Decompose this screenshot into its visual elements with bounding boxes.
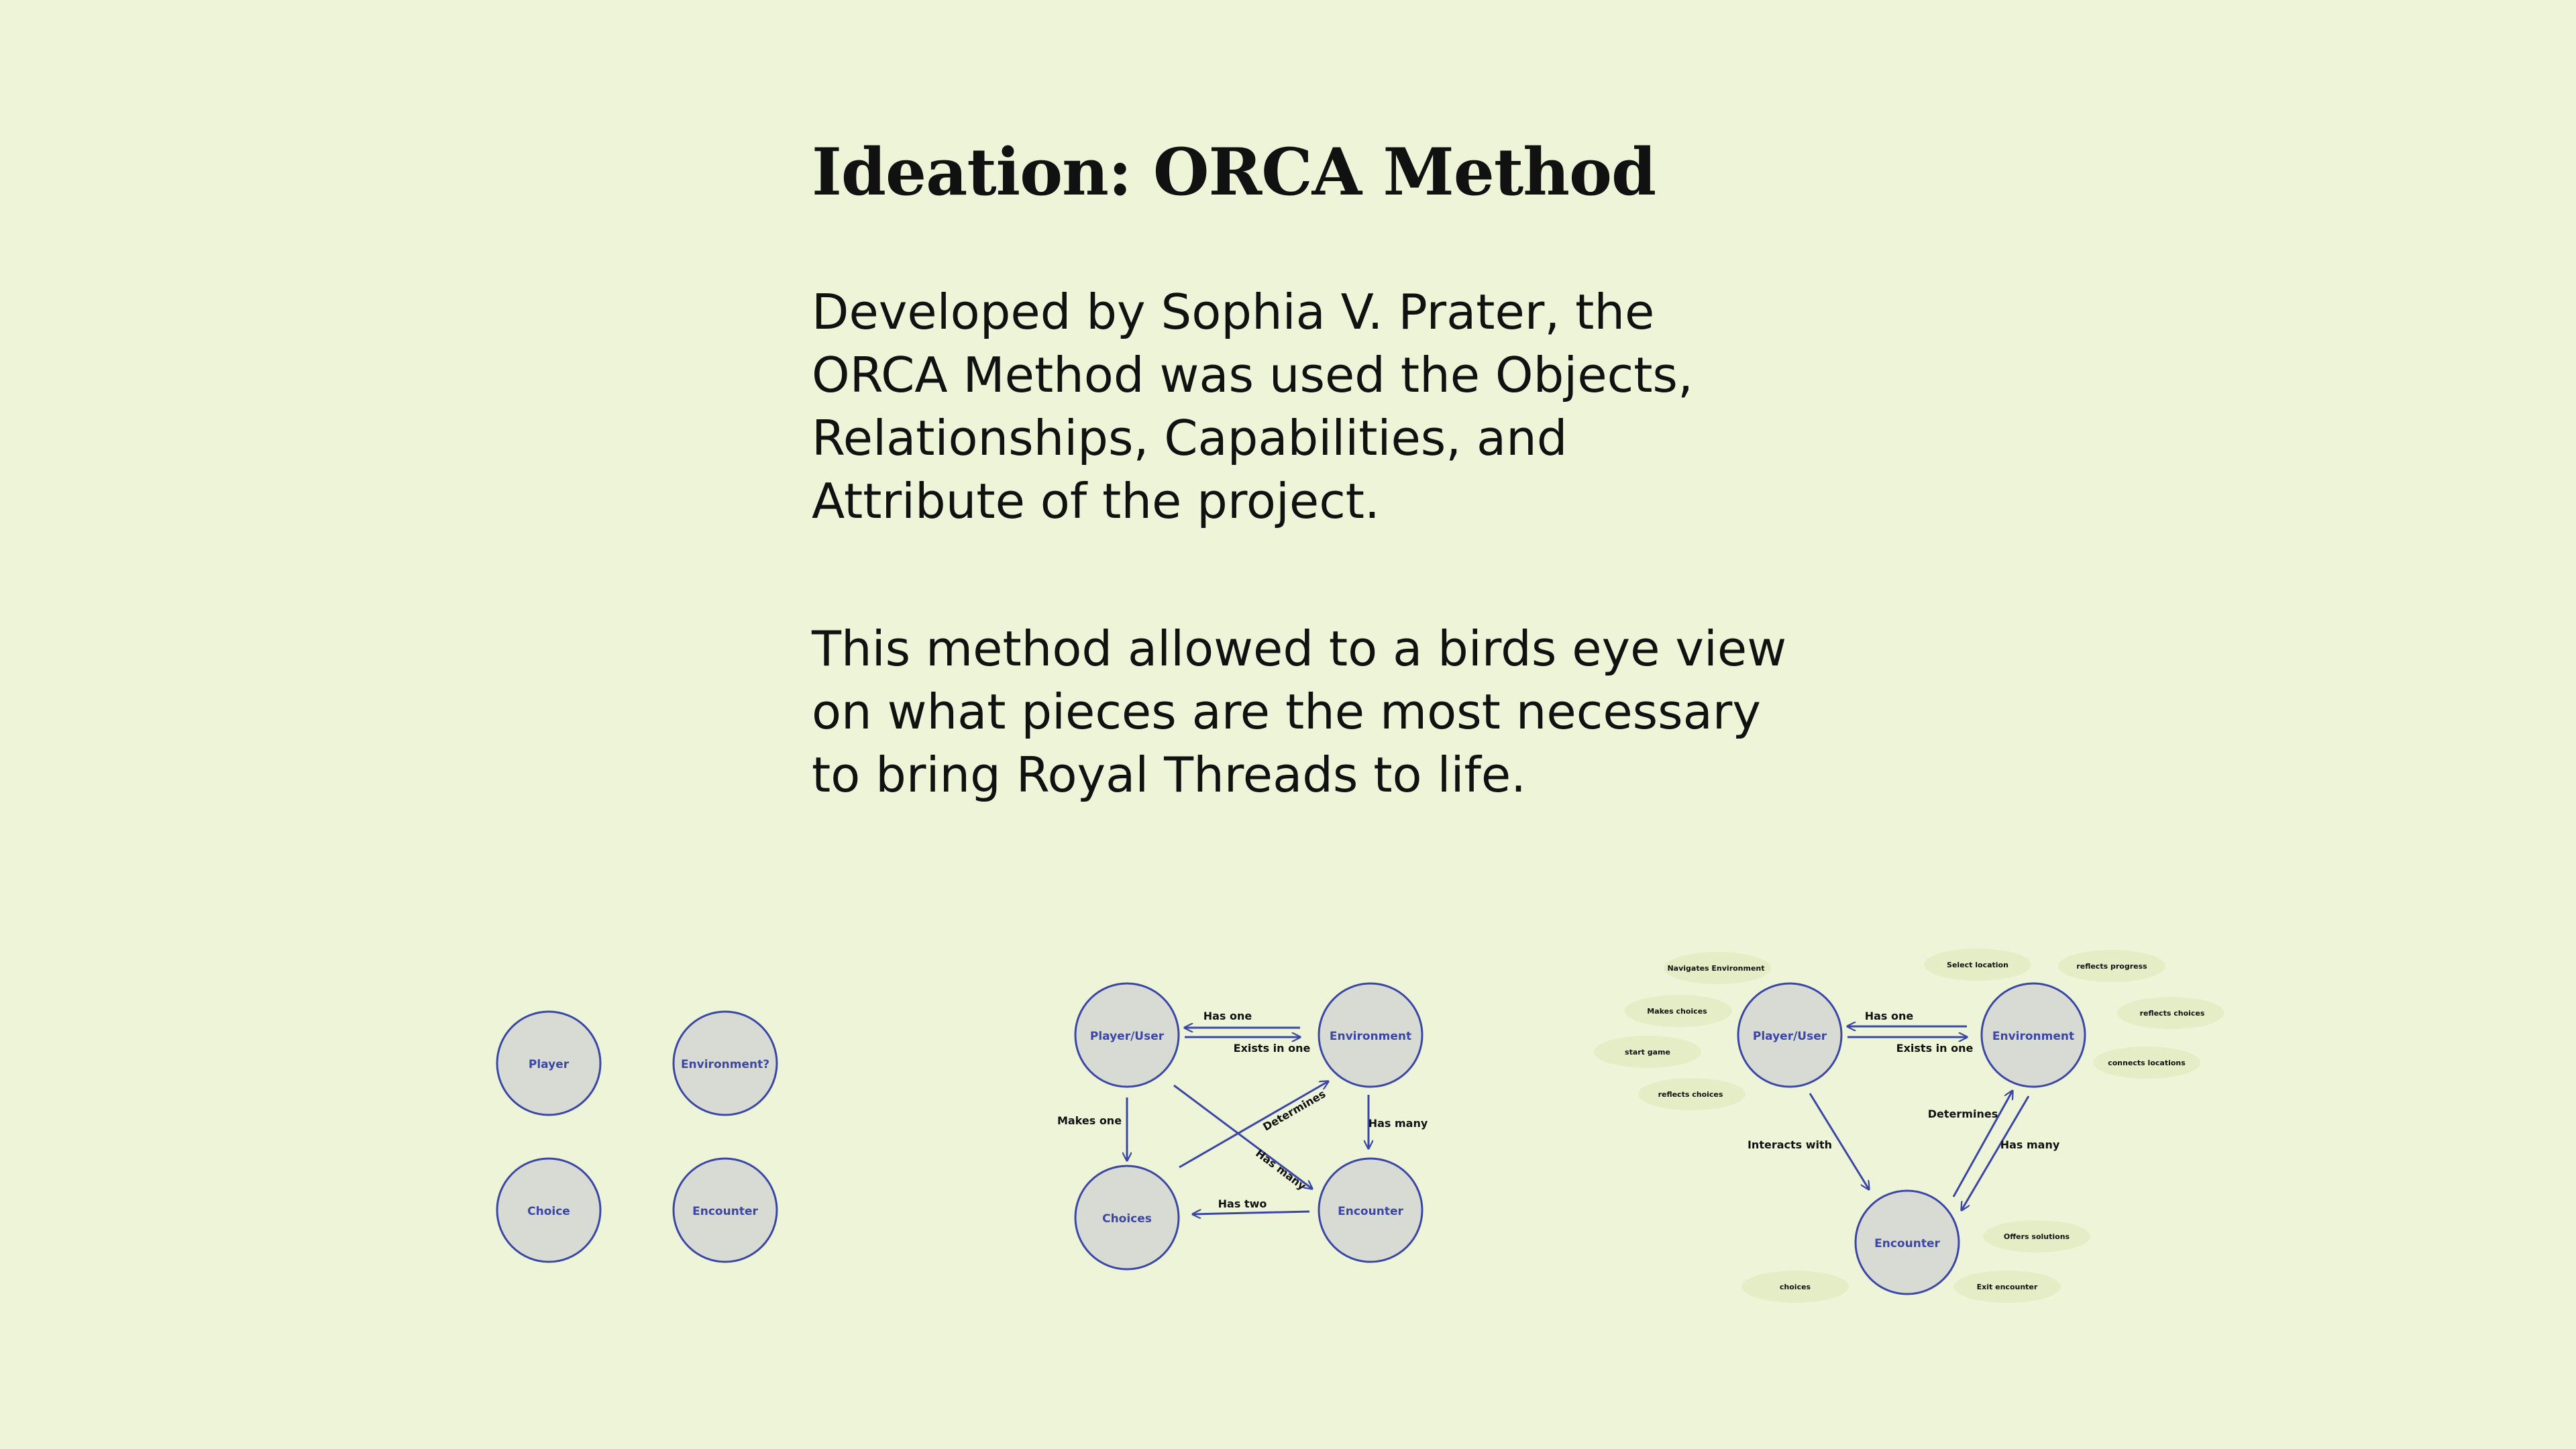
purpose-paragraph: This method allowed to a birds eye view on what pieces are the most necessary to bring Royal Threads to life. xyxy=(812,621,1787,803)
node-encounter xyxy=(1856,1191,1959,1294)
node-label: Encounter xyxy=(1874,1237,1940,1250)
attribute-label: connects locations xyxy=(2108,1059,2186,1067)
node-label: Encounter xyxy=(1338,1205,1403,1218)
edge-label: Makes one xyxy=(1057,1114,1122,1127)
node-environment xyxy=(1982,983,2085,1087)
diagram-initial-objects xyxy=(497,1012,777,1262)
edge-label: Has many xyxy=(1253,1146,1309,1193)
node-choice xyxy=(497,1159,600,1262)
diagram-relationships xyxy=(1057,983,1428,1269)
edge-label: Has many xyxy=(2000,1138,2060,1151)
diagram-attributes xyxy=(1594,949,2224,1303)
attribute-label: reflects choices xyxy=(1658,1090,1723,1099)
attribute-label: Offers solutions xyxy=(2003,1232,2070,1241)
edge-label: Interacts with xyxy=(1747,1138,1833,1151)
attribute-label: Makes choices xyxy=(1647,1007,1707,1016)
node-label: Player/User xyxy=(1089,1030,1165,1043)
attribute-label: choices xyxy=(1779,1283,1811,1291)
edge-label: Has one xyxy=(1864,1010,1914,1022)
node-label: Choice xyxy=(527,1205,570,1218)
node-label: Environment? xyxy=(680,1058,770,1071)
edge-label: Has one xyxy=(1203,1010,1252,1022)
attribute-label: start game xyxy=(1625,1048,1670,1057)
node-label: Player xyxy=(528,1058,570,1071)
edge-label: Determines xyxy=(1260,1087,1328,1134)
node-label: Player/User xyxy=(1752,1030,1827,1043)
node-player-user xyxy=(1738,983,1841,1087)
node-label: Choices xyxy=(1102,1212,1152,1226)
edge-label: Has many xyxy=(1368,1117,1428,1130)
edge-label: Exists in one xyxy=(1233,1042,1311,1055)
node-encounter xyxy=(1319,1159,1422,1262)
node-label: Environment xyxy=(1329,1030,1412,1043)
node-player-user xyxy=(1075,983,1179,1087)
edge-determines xyxy=(1179,1081,1328,1167)
node-player xyxy=(497,1012,600,1115)
attribute-label: reflects progress xyxy=(2076,962,2147,971)
edge-label: Determines xyxy=(1927,1108,1998,1120)
edge-label: Exists in one xyxy=(1896,1042,1974,1055)
edge-label: Has two xyxy=(1218,1197,1267,1210)
attribute-label: Navigates Environment xyxy=(1667,964,1765,973)
edge-has-two xyxy=(1193,1212,1309,1214)
node-choices xyxy=(1075,1166,1179,1269)
node-environment xyxy=(1319,983,1422,1087)
page-title: Ideation: ORCA Method xyxy=(812,134,1656,210)
intro-paragraph: Developed by Sophia V. Prater, the ORCA Method was used the Objects, Relationships, Capabilities, and Attribute of the project. xyxy=(812,284,1693,529)
attribute-label: reflects choices xyxy=(2139,1009,2205,1018)
node-label: Environment xyxy=(1992,1030,2075,1043)
node-encounter xyxy=(674,1159,777,1262)
attribute-label: Select location xyxy=(1947,961,2008,969)
attribute-label: Exit encounter xyxy=(1976,1283,2038,1291)
node-label: Encounter xyxy=(692,1205,758,1218)
node-environment xyxy=(674,1012,777,1115)
